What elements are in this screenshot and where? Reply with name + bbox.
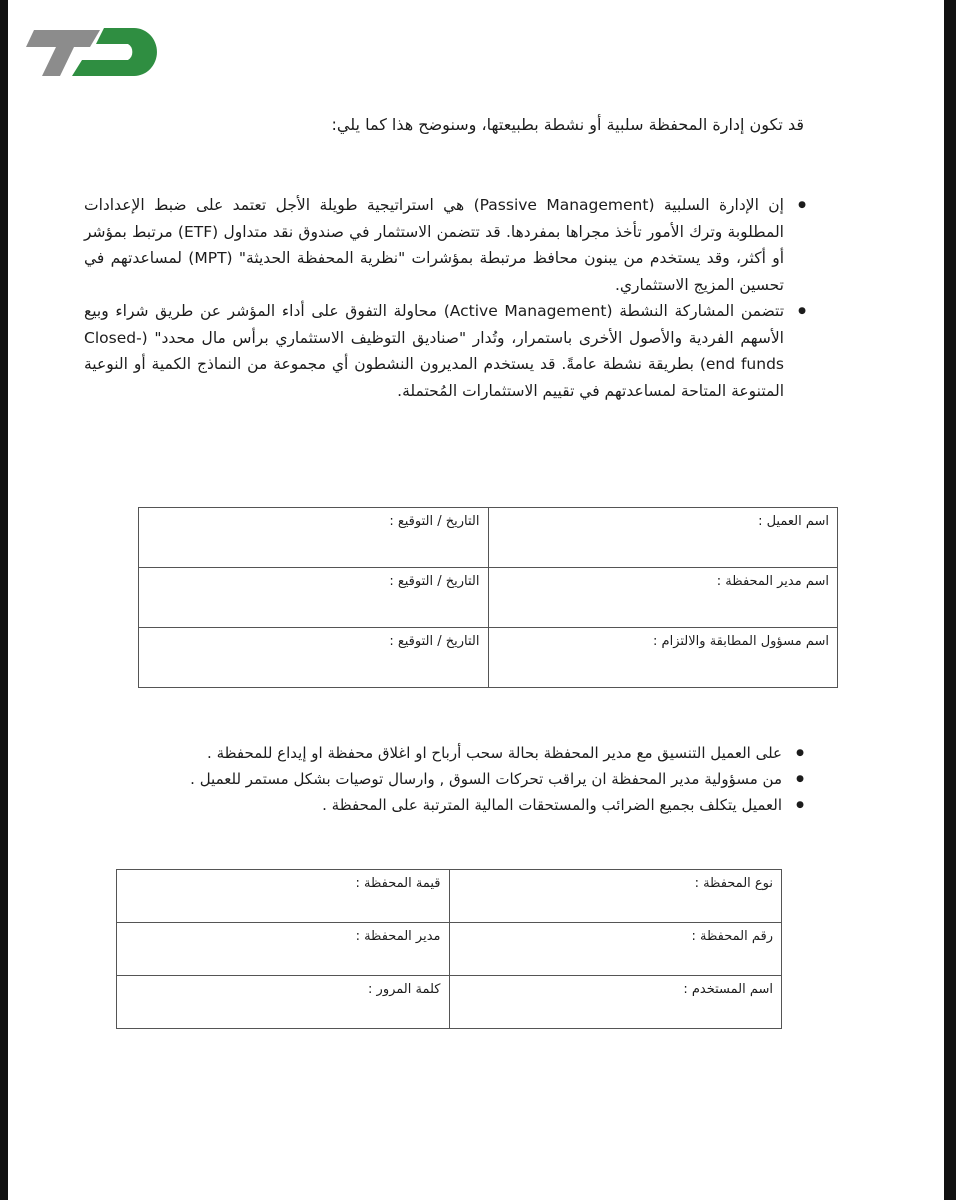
password-field[interactable]: كلمة المرور : bbox=[117, 976, 450, 1029]
username-field[interactable]: اسم المستخدم : bbox=[449, 976, 782, 1029]
table-row bbox=[139, 568, 838, 628]
client-name-field[interactable]: اسم العميل : bbox=[488, 508, 838, 568]
table-row bbox=[117, 976, 782, 1029]
client-signature-field[interactable]: التاريخ / التوقيع : bbox=[139, 508, 489, 568]
manager-signature-field[interactable]: التاريخ / التوقيع : bbox=[139, 568, 489, 628]
table-row bbox=[139, 508, 838, 568]
table-row bbox=[117, 870, 782, 923]
manager-name-field[interactable]: اسم مدير المحفظة : bbox=[488, 568, 838, 628]
terms-bullet: ● العميل يتكلف بجميع الضرائب والمستحقات المالية المترتبة على المحفظة . bbox=[82, 792, 782, 818]
document-page bbox=[8, 0, 944, 1200]
terms-bullet: ● من مسؤولية مدير المحفظة ان يراقب تحركات السوق , وارسال توصيات بشكل مستمر للعميل . bbox=[82, 766, 782, 792]
compliance-signature-field[interactable]: التاريخ / التوقيع : bbox=[139, 628, 489, 688]
management-bullet-list bbox=[84, 192, 806, 404]
portfolio-type-field[interactable]: نوع المحفظة : bbox=[449, 870, 782, 923]
compliance-name-field[interactable]: اسم مسؤول المطابقة والالتزام : bbox=[488, 628, 838, 688]
terms-bullet-list bbox=[82, 740, 804, 818]
table-row bbox=[139, 628, 838, 688]
portfolio-info-table bbox=[116, 869, 782, 1029]
intro-paragraph: قد تكون إدارة المحفظة سلبية أو نشطة بطبيعتها، وسنوضح هذا كما يلي: bbox=[331, 115, 804, 134]
portfolio-manager-field[interactable]: مدير المحفظة : bbox=[117, 923, 450, 976]
active-management-bullet: ● تتضمن المشاركة النشطة (Active Management) محاولة التفوق على أداء المؤشر عن طريق شراء وبيع الأسهم الفردية والأصول الأخرى باستمرار، وتُدار "صناديق التوظيف الاستثماري برأس مال محدد" (Closed-end funds) بطريقة نشطة عامةً. قد يستخدم المديرون النشطون أي مجموعة من النماذج الكمية أو النوعية المتنوعة المتاحة لمساعدتهم في تقييم الاستثمارات المُحتملة. bbox=[84, 298, 784, 404]
portfolio-value-field[interactable]: قيمة المحفظة : bbox=[117, 870, 450, 923]
signature-table bbox=[138, 507, 838, 688]
table-row bbox=[117, 923, 782, 976]
portfolio-number-field[interactable]: رقم المحفظة : bbox=[449, 923, 782, 976]
passive-management-bullet: ● إن الإدارة السلبية (Passive Management) هي استراتيجية طويلة الأجل تعتمد على ضبط الإعدادات المطلوبة وترك الأمور تأخذ مجراها بمفردها. قد تتضمن الاستثمار في صندوق نقد متداول (ETF) مرتبط بمؤشر أو أكثر، وقد يستخدم من يبنون محافظ مرتبطة بمؤشرات "نظرية المحفظة الحديثة" (MPT) لمساعدتهم في تحسين المزيج الاستثماري. bbox=[84, 192, 784, 298]
terms-bullet: ● على العميل التنسيق مع مدير المحفظة بحالة سحب أرباح او اغلاق محفظة او إيداع للمحفظة . bbox=[82, 740, 782, 766]
company-logo bbox=[26, 22, 158, 84]
